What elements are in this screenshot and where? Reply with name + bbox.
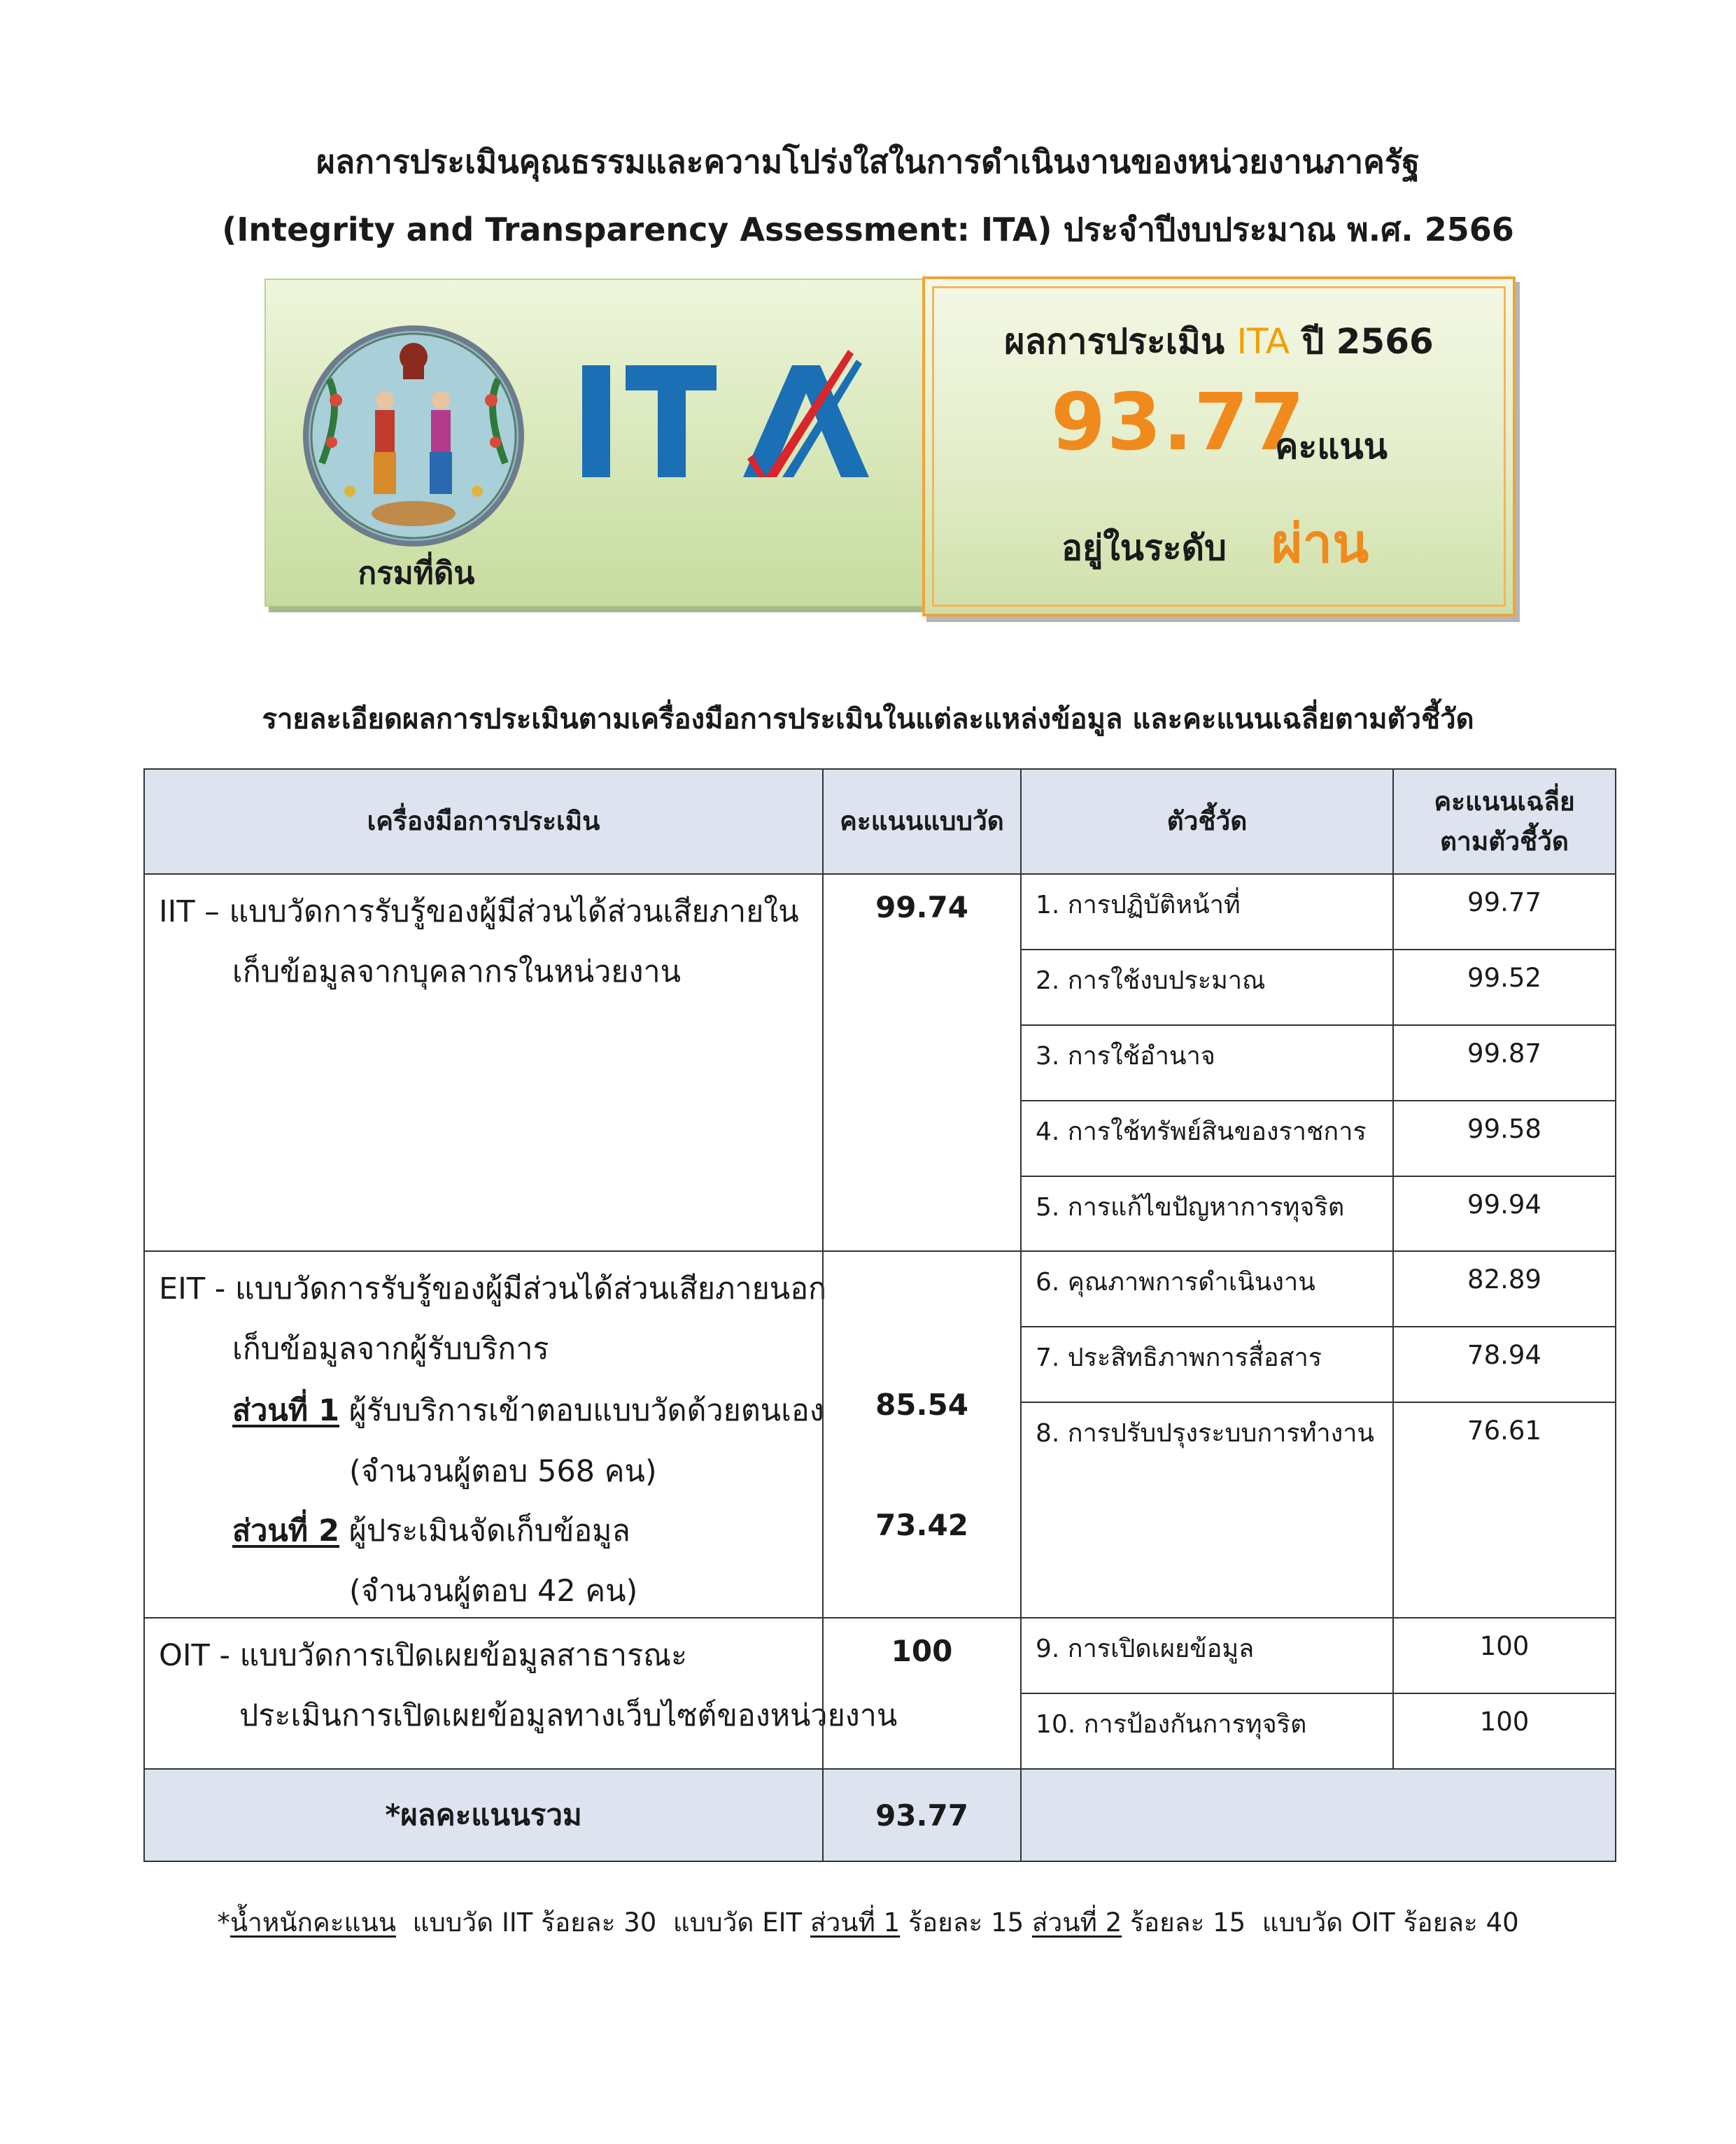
footnote-star: * [217, 1907, 230, 1938]
header-indicator: ตัวชี้วัด [1020, 768, 1394, 875]
page-subtitle: (Integrity and Transparency Assessment: ITA) ประจำปีงบประมาณ พ.ศ. 2566 [222, 211, 1514, 248]
header-tool-score: คะแนนแบบวัด [822, 768, 1022, 875]
indicator-name: 6. คุณภาพการดำเนินงาน [1020, 1250, 1394, 1327]
indicator-name: 4. การใช้ทรัพย์สินของราชการ [1020, 1100, 1394, 1177]
score-cell-oit [822, 1617, 1022, 1770]
level-value: ผ่าน [1271, 512, 1369, 574]
eit-part2-text: ผู้ประเมินจัดเก็บข้อมูล [339, 1514, 630, 1549]
indicator-avg: 99.94 [1392, 1176, 1616, 1252]
tool-oit-desc: ประเมินการเปิดเผยข้อมูลทางเว็บไซต์ของหน่วยงาน [239, 1698, 898, 1733]
header-tool: เครื่องมือการประเมิน [143, 768, 824, 875]
indicator-avg: 76.61 [1392, 1402, 1616, 1618]
tool-eit-title: EIT - แบบวัดการรับรู้ของผู้มีส่วนได้ส่วนเสียภายนอก [159, 1271, 827, 1306]
indicator-name: 3. การใช้อำนาจ [1020, 1024, 1394, 1101]
indicator-avg: 100 [1392, 1693, 1616, 1770]
result-prefix: ผลการประเมิน [1004, 321, 1237, 362]
footnote-weight-label: น้ำหนักคะแนน [230, 1907, 397, 1938]
tool-cell-iit [143, 873, 824, 1252]
total-label: *ผลคะแนนรวม [143, 1768, 824, 1862]
header-avg-line2: ตามตัวชี้วัด [1440, 826, 1569, 856]
department-seal-icon [301, 323, 526, 549]
total-table-score: 93.77 [822, 1768, 1022, 1862]
eit-part1-count: (จำนวนผู้ตอบ 568 คน) [349, 1454, 657, 1489]
page-title: ผลการประเมินคุณธรรมและความโปร่งใสในการดำเนินงานของหน่วยงานภาครัฐ [316, 143, 1420, 181]
total-empty-cell [1020, 1768, 1616, 1862]
tool-iit-desc: เก็บข้อมูลจากบุคลากรในหน่วยงาน [232, 954, 682, 989]
indicator-avg: 100 [1392, 1617, 1616, 1694]
eit-part2-count: (จำนวนผู้ตอบ 42 คน) [349, 1574, 638, 1609]
score-unit: คะแนน [1275, 426, 1388, 467]
result-suffix: ปี 2566 [1290, 321, 1434, 362]
tool-cell-oit [143, 1617, 898, 1770]
footnote-text3: ร้อยละ 15 แบบวัด OIT ร้อยละ 40 [1122, 1907, 1519, 1938]
weight-footnote [0, 1902, 1736, 1943]
tool-score-oit: 100 [891, 1634, 953, 1668]
footnote-text1: แบบวัด IIT ร้อยละ 30 แบบวัด EIT [396, 1907, 810, 1938]
indicator-avg: 78.94 [1392, 1326, 1616, 1403]
footnote-part1: ส่วนที่ 1 [810, 1907, 901, 1938]
result-highlight: ITA [1236, 321, 1290, 362]
level-label: อยู่ในระดับ [1061, 528, 1227, 568]
indicator-name: 5. การแก้ไขปัญหาการทุจริต [1020, 1176, 1394, 1252]
ita-logo-icon [582, 350, 890, 483]
indicator-avg: 99.87 [1392, 1024, 1616, 1101]
tool-iit-title: IIT – แบบวัดการรับรู้ของผู้มีส่วนได้ส่วนเสียภายใน [159, 894, 799, 929]
assessment-table [143, 768, 1616, 1862]
indicator-avg: 99.52 [1392, 949, 1616, 1026]
agency-name: กรมที่ดิน [358, 556, 475, 591]
score-cell-iit [822, 873, 1022, 1252]
eit-part2-label: ส่วนที่ 2 [232, 1514, 340, 1549]
footnote-text2: ร้อยละ 15 [900, 1907, 1032, 1938]
indicator-avg: 82.89 [1392, 1250, 1616, 1327]
score-cell-eit [822, 1250, 1022, 1618]
footnote-part2: ส่วนที่ 2 [1031, 1907, 1122, 1938]
indicator-avg: 99.58 [1392, 1100, 1616, 1177]
result-heading [925, 314, 1513, 369]
indicator-avg: 99.77 [1392, 873, 1616, 950]
eit-part1-text: ผู้รับบริการเข้าตอบแบบวัดด้วยตนเอง [339, 1393, 824, 1428]
indicator-name: 1. การปฏิบัติหน้าที่ [1020, 873, 1394, 950]
tool-eit-desc: เก็บข้อมูลจากผู้รับบริการ [232, 1332, 549, 1367]
indicator-name: 7. ประสิทธิภาพการสื่อสาร [1020, 1326, 1394, 1403]
eit-part1 [232, 1386, 824, 1434]
header-avg-line1: คะแนนเฉลี่ย [1434, 786, 1575, 817]
tool-score-eit-part1: 85.54 [875, 1388, 968, 1422]
indicator-name: 8. การปรับปรุงระบบการทำงาน [1020, 1402, 1394, 1618]
section-title: รายละเอียดผลการประเมินตามเครื่องมือการประเมินในแต่ละแหล่งข้อมูล และคะแนนเฉลี่ยตามตัวชี้วัด [262, 703, 1474, 735]
tool-score-iit: 99.74 [875, 890, 968, 924]
total-score: 93.77 [1051, 377, 1306, 468]
result-box [922, 276, 1516, 616]
agency-banner [264, 278, 939, 607]
tool-oit-title: OIT - แบบวัดการเปิดเผยข้อมูลสาธารณะ [159, 1638, 688, 1673]
header-avg [1392, 768, 1616, 875]
tool-cell-eit [143, 1250, 827, 1618]
eit-part1-label: ส่วนที่ 1 [232, 1393, 340, 1428]
indicator-name: 2. การใช้งบประมาณ [1020, 949, 1394, 1026]
indicator-name: 10. การป้องกันการทุจริต [1020, 1693, 1394, 1770]
eit-part2 [232, 1507, 630, 1554]
tool-score-eit-part2: 73.42 [875, 1508, 968, 1542]
indicator-name: 9. การเปิดเผยข้อมูล [1020, 1617, 1394, 1694]
